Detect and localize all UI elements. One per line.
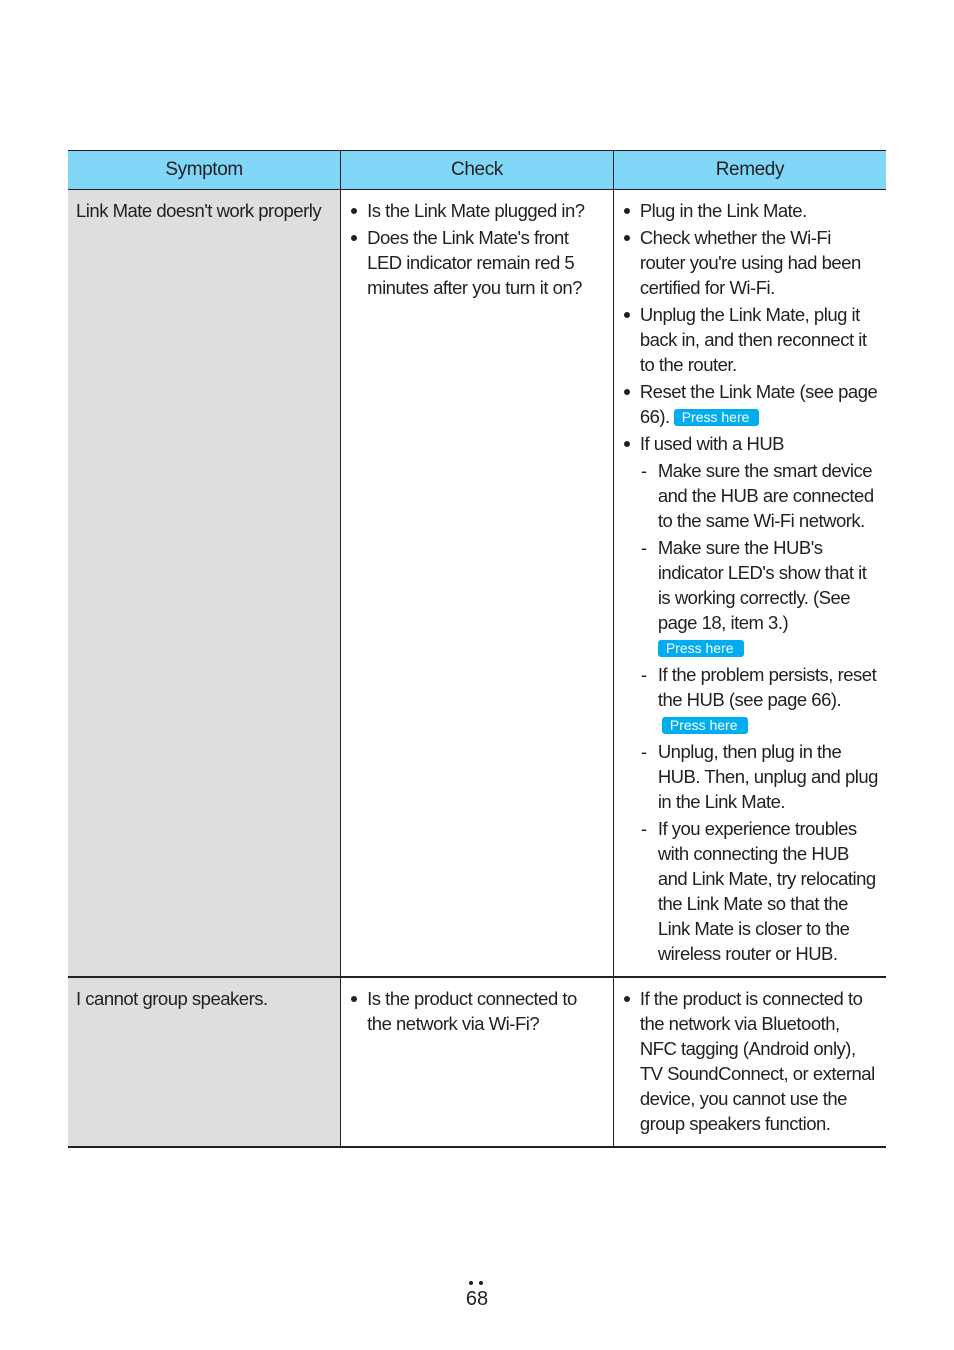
- check-cell: [341, 190, 614, 978]
- hub-step: - Unplug, then plug in the HUB. Then, unplug and plug in the Link Mate.: [640, 739, 878, 814]
- remedy-text: If used with a HUB: [639, 433, 785, 454]
- remedy-cell: [613, 190, 886, 978]
- remedy-item: [622, 379, 878, 429]
- check-list: [349, 986, 605, 1036]
- header-check: Check: [341, 151, 614, 190]
- remedy-item: Plug in the Link Mate.: [622, 198, 878, 223]
- hub-steps-list: [640, 458, 878, 966]
- hub-step-text: Make sure the HUB's indicator LED's show that it is working correctly. (See page 18, item 3.): [657, 537, 867, 633]
- page-dots-decoration: [469, 1281, 485, 1285]
- check-item: Is the Link Mate plugged in?: [349, 198, 605, 223]
- press-here-link[interactable]: Press here: [674, 409, 760, 426]
- hub-step: [640, 535, 878, 660]
- page-number: 68: [465, 1288, 489, 1310]
- hub-step: - Make sure the smart device and the HUB are connected to the same Wi-Fi network.: [640, 458, 878, 533]
- remedy-text: Reset the Link Mate (see page 66).: [639, 381, 878, 427]
- header-remedy: Remedy: [613, 151, 886, 190]
- remedy-list: [622, 986, 878, 1136]
- press-here-link[interactable]: Press here: [662, 717, 748, 734]
- troubleshooting-table: [68, 150, 886, 1148]
- remedy-list: [622, 198, 878, 966]
- hub-step: [640, 662, 878, 737]
- table-row: [68, 977, 886, 1147]
- remedy-item: [622, 431, 878, 966]
- check-item: Is the product connected to the network via Wi-Fi?: [349, 986, 605, 1036]
- table-row: [68, 190, 886, 978]
- header-symptom: Symptom: [68, 151, 341, 190]
- remedy-item: Unplug the Link Mate, plug it back in, and then reconnect it to the router.: [622, 302, 878, 377]
- table-header-row: [68, 151, 886, 190]
- remedy-item: Check whether the Wi-Fi router you're using had been certified for Wi-Fi.: [622, 225, 878, 300]
- symptom-cell: [68, 190, 341, 978]
- press-here-link[interactable]: Press here: [658, 640, 744, 657]
- remedy-cell: [613, 977, 886, 1147]
- symptom-text: I cannot group speakers.: [76, 988, 268, 1009]
- remedy-item: If the product is connected to the network via Bluetooth, NFC tagging (Android only), TV SoundConnect, or external device, you cannot use the group speakers function.: [622, 986, 878, 1136]
- hub-step: - If you experience troubles with connecting the HUB and Link Mate, try relocating the Link Mate so that the Link Mate is closer to the wireless router or HUB.: [640, 816, 878, 966]
- symptom-text: Link Mate doesn't work properly: [76, 200, 322, 221]
- check-item: Does the Link Mate's front LED indicator remain red 5 minutes after you turn it on?: [349, 225, 605, 300]
- check-cell: [341, 977, 614, 1147]
- symptom-cell: [68, 977, 341, 1147]
- check-list: [349, 198, 605, 300]
- hub-step-text: If the problem persists, reset the HUB (see page 66).: [657, 664, 877, 710]
